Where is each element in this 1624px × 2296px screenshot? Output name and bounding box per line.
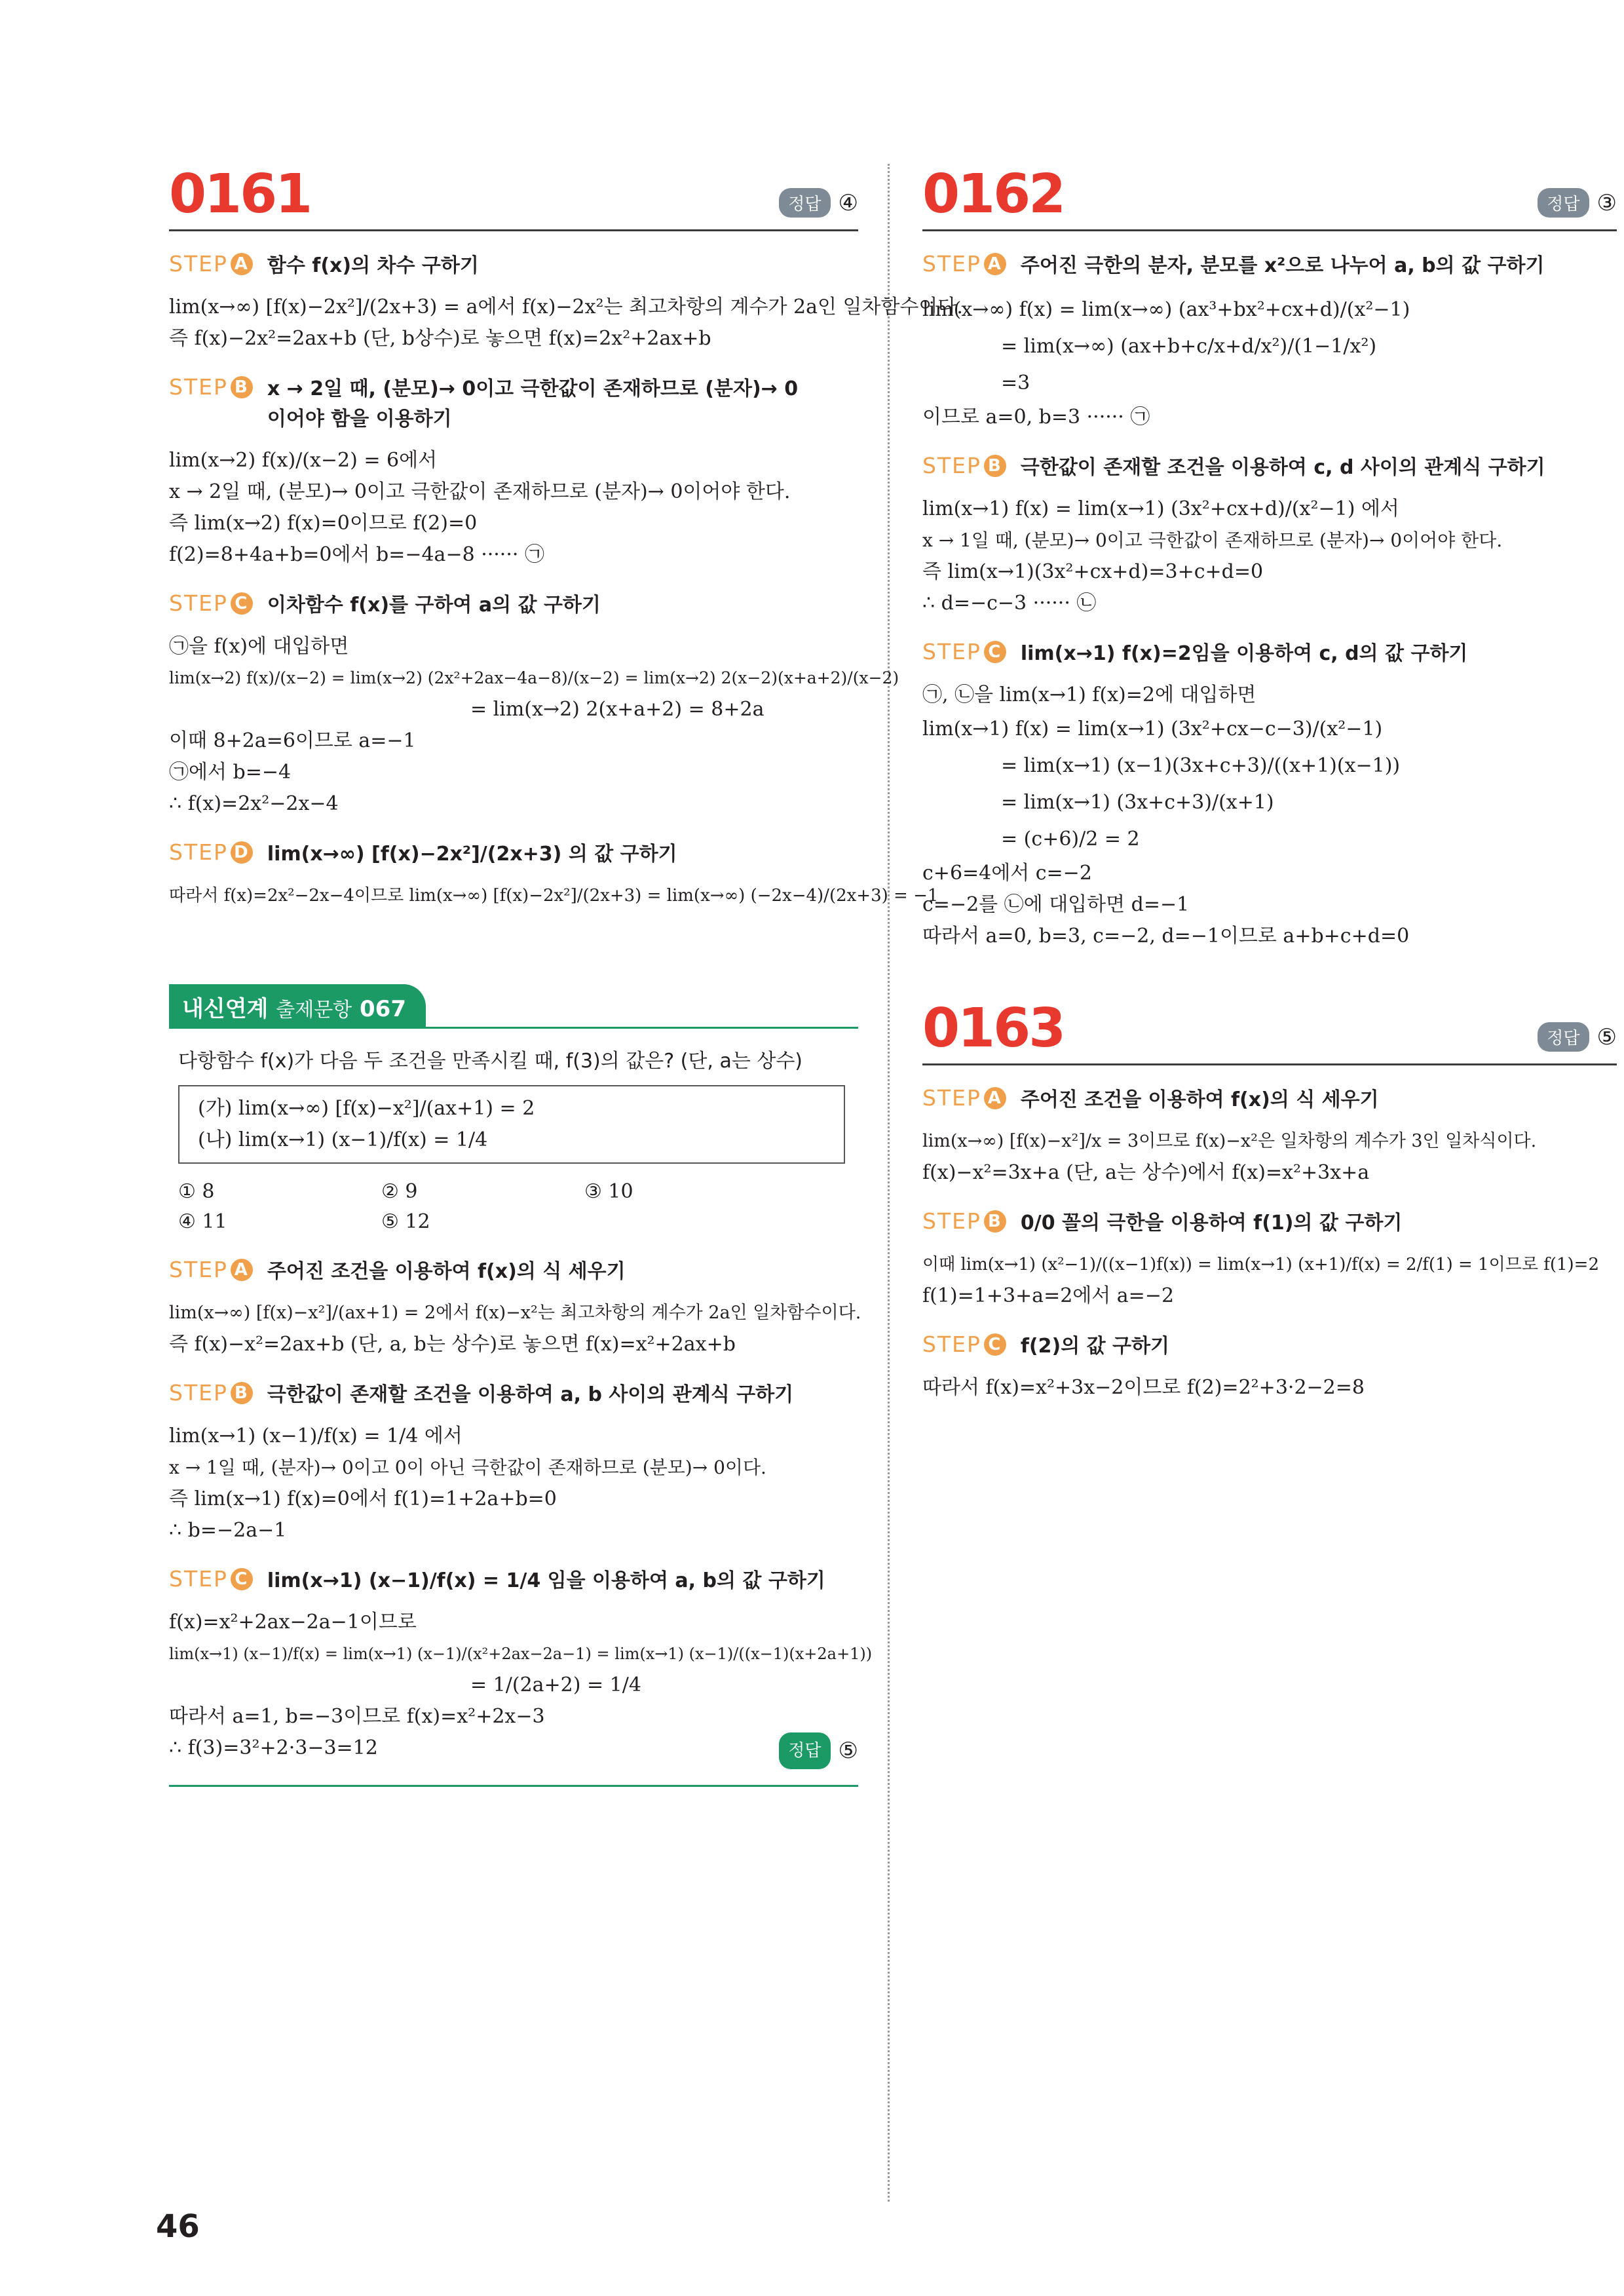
solution-line: 즉 f(x)−2x²=2ax+b (단, b상수)로 놓으면 f(x)=2x²+2ax+b <box>169 327 711 350</box>
step-label: STEP B <box>169 374 253 400</box>
solution-line: = lim(x→2) 2(x+a+2) = 8+2a <box>470 698 765 721</box>
solution-line: x → 1일 때, (분자)→ 0이고 0이 아닌 극한값이 존재하므로 (분모)→ 0이다. <box>169 1457 766 1478</box>
step-title: x → 2일 때, (분모)→ 0이고 극한값이 존재하므로 (분자)→ 0 이어야 함을 이용하기 <box>267 377 799 430</box>
answer-badge: 정답 <box>1538 188 1589 218</box>
step-title: f(2)의 값 구하기 <box>1020 1335 1169 1358</box>
page-number: 46 <box>156 2208 200 2245</box>
answer-badge: 정답 <box>779 188 830 218</box>
step-c <box>922 1331 1617 1362</box>
step-b <box>922 1208 1617 1238</box>
step-letter-icon: B <box>984 455 1006 477</box>
answer-value: ③ <box>1596 189 1617 216</box>
step-letter-icon: B <box>231 376 253 398</box>
choice-3[interactable]: ③ 10 <box>584 1180 633 1203</box>
left-column <box>169 157 963 1787</box>
solution-line: 따라서 a=1, b=−3이므로 f(x)=x²+2x−3 <box>169 1705 545 1728</box>
solution-line: = lim(x→1) (x−1)(3x+c+3)/((x+1)(x−1)) <box>1001 754 1401 777</box>
solution-line: ㉠에서 b=−4 <box>169 761 292 784</box>
linked-problem-tab <box>169 984 426 1027</box>
linked-problem-bar <box>169 984 858 1029</box>
solution-line: f(x)−x²=3x+a (단, a는 상수)에서 f(x)=x²+3x+a <box>922 1161 1370 1184</box>
answer-box <box>1538 188 1617 218</box>
solution-line: 즉 f(x)−x²=2ax+b (단, a, b는 상수)로 놓으면 f(x)=x²+2ax+b <box>169 1333 736 1356</box>
problem-header-0161 <box>169 157 858 231</box>
step-letter-icon: C <box>231 1568 253 1590</box>
step-letter-icon: C <box>984 1333 1006 1356</box>
condition-box <box>178 1085 845 1164</box>
solution-line: ∴ d=−c−3 ······ ㉡ <box>922 592 1097 615</box>
solution-line: lim(x→1) (x−1)/f(x) = 1/4 에서 <box>169 1425 463 1447</box>
step-letter-icon: B <box>984 1210 1006 1233</box>
step-label: STEP B <box>922 453 1006 478</box>
linked-title: 내신연계 <box>182 996 269 1022</box>
solution-line: ∴ b=−2a−1 <box>169 1519 287 1542</box>
step-title: 주어진 조건을 이용하여 f(x)의 식 세우기 <box>1020 1088 1379 1111</box>
step-letter-icon: D <box>231 841 253 864</box>
step-a <box>922 1085 1617 1115</box>
answer-box <box>779 1732 858 1769</box>
step-letter-icon: A <box>984 1087 1006 1109</box>
condition-1: (가) lim(x→∞) [f(x)−x²]/(ax+1) = 2 <box>198 1097 535 1120</box>
column-divider <box>888 164 890 2202</box>
step-c <box>169 590 858 621</box>
choice-4[interactable]: ④ 11 <box>178 1210 227 1233</box>
step-title: 극한값이 존재할 조건을 이용하여 c, d 사이의 관계식 구하기 <box>1020 456 1545 479</box>
step-title: lim(x→1) (x−1)/f(x) = 1/4 임을 이용하여 a, b의 값 구하기 <box>267 1569 825 1592</box>
solution-line: f(x)=x²+2ax−2a−1이므로 <box>169 1611 417 1634</box>
final-result: ∴ f(3)=3²+2·3−3=12 <box>169 1736 378 1759</box>
answer-value: ④ <box>838 189 858 216</box>
solution-line: x → 1일 때, (분모)→ 0이고 극한값이 존재하므로 (분자)→ 0이어야 한다. <box>922 529 1503 551</box>
step-c <box>922 639 1617 669</box>
step-letter-icon: A <box>231 253 253 275</box>
solution-line: lim(x→∞) f(x) = lim(x→∞) (ax³+bx²+cx+d)/(x²−1) <box>922 298 1410 321</box>
answer-badge: 정답 <box>1538 1022 1589 1052</box>
solution-line: lim(x→∞) [f(x)−x²]/x = 3이므로 f(x)−x²은 일차항의 계수가 3인 일차식이다. <box>922 1131 1537 1151</box>
step-b <box>922 453 1617 483</box>
answer-badge: 정답 <box>779 1732 830 1769</box>
step-title: lim(x→1) f(x)=2임을 이용하여 c, d의 값 구하기 <box>1020 642 1468 665</box>
answer-choices <box>178 1177 858 1237</box>
solution-line: = lim(x→1) (3x+c+3)/(x+1) <box>1001 791 1274 814</box>
step-label: STEP C <box>922 639 1006 664</box>
answer-box <box>1538 1022 1617 1052</box>
solution-line: x → 2일 때, (분모)→ 0이고 극한값이 존재하므로 (분자)→ 0이어야 한다. <box>169 480 791 503</box>
solution-line: lim(x→2) f(x)/(x−2) = lim(x→2) (2x²+2ax−4a−8)/(x−2) = lim(x→2) 2(x−2)(x+a+2)/(x−2) <box>169 668 899 687</box>
step-title: 극한값이 존재할 조건을 이용하여 a, b 사이의 관계식 구하기 <box>267 1383 794 1406</box>
step-letter-icon: A <box>984 253 1006 275</box>
problem-header-0163 <box>922 991 1617 1065</box>
linked-subtitle: 출제문항 <box>276 999 352 1022</box>
solution-line: = lim(x→∞) (ax+b+c/x+d/x²)/(1−1/x²) <box>1001 335 1377 358</box>
step-a <box>169 1257 858 1287</box>
right-column <box>922 157 1617 1404</box>
problem-number: 0163 <box>922 997 1065 1060</box>
step-label: STEP A <box>922 251 1006 277</box>
solution-line: ㉠을 f(x)에 대입하면 <box>169 635 349 658</box>
step-title: 함수 f(x)의 차수 구하기 <box>267 254 479 277</box>
step-b <box>169 1380 858 1410</box>
step-label: STEP C <box>169 1566 253 1592</box>
choice-5[interactable]: ⑤ 12 <box>381 1210 430 1233</box>
step-title: 이차함수 f(x)를 구하여 a의 값 구하기 <box>267 594 601 617</box>
solution-line: = 1/(2a+2) = 1/4 <box>470 1674 641 1696</box>
step-a <box>169 251 858 281</box>
solution-line: 즉 lim(x→2) f(x)=0이므로 f(2)=0 <box>169 512 478 535</box>
solution-line: 즉 lim(x→1) f(x)=0에서 f(1)=1+2a+b=0 <box>169 1487 557 1510</box>
solution-line: 따라서 f(x)=x²+3x−2이므로 f(2)=2²+3·2−2=8 <box>922 1376 1365 1399</box>
answer-value: ⑤ <box>838 1738 858 1764</box>
solution-line: 이때 8+2a=6이므로 a=−1 <box>169 729 416 752</box>
step-c <box>169 1566 858 1596</box>
step-label: STEP B <box>169 1380 253 1406</box>
solution-line: ∴ f(x)=2x²−2x−4 <box>169 792 339 815</box>
condition-2: (나) lim(x→1) (x−1)/f(x) = 1/4 <box>198 1128 488 1151</box>
section-end-rule <box>169 1785 858 1787</box>
problem-number: 0162 <box>922 163 1065 225</box>
step-title: lim(x→∞) [f(x)−2x²]/(2x+3) 의 값 구하기 <box>267 843 677 866</box>
step-title: 주어진 극한의 분자, 분모를 x²으로 나누어 a, b의 값 구하기 <box>1020 254 1545 277</box>
step-letter-icon: C <box>984 641 1006 663</box>
step-label: STEP A <box>169 1257 253 1282</box>
step-label: STEP C <box>922 1331 1006 1357</box>
solution-line: lim(x→1) f(x) = lim(x→1) (3x²+cx+d)/(x²−1) 에서 <box>922 497 1399 520</box>
step-title: 주어진 조건을 이용하여 f(x)의 식 세우기 <box>267 1260 626 1283</box>
step-letter-icon: A <box>231 1259 253 1281</box>
answer-box <box>779 188 858 218</box>
step-label: STEP C <box>169 590 253 616</box>
step-label: STEP A <box>169 251 253 277</box>
solution-line: 이므로 a=0, b=3 ······ ㉠ <box>922 406 1150 429</box>
choice-2[interactable]: ② 9 <box>381 1180 418 1203</box>
solution-line: 즉 lim(x→1)(3x²+cx+d)=3+c+d=0 <box>922 560 1264 583</box>
solution-line: c+6=4에서 c=−2 <box>922 862 1092 885</box>
solution-line: 이때 lim(x→1) (x²−1)/((x−1)f(x)) = lim(x→1) (x+1)/f(x) = 2/f(1) = 1이므로 f(1)=2 <box>922 1255 1599 1274</box>
step-label: STEP B <box>922 1208 1006 1234</box>
step-letter-icon: B <box>231 1382 253 1404</box>
solution-line: lim(x→∞) [f(x)−2x²]/(2x+3) = a에서 f(x)−2x²는 최고차항의 계수가 2a인 일차함수이다. <box>169 296 963 318</box>
step-b <box>169 374 858 434</box>
step-label: STEP D <box>169 839 253 865</box>
linked-code: 067 <box>360 996 406 1022</box>
solution-line: lim(x→1) f(x) = lim(x→1) (3x²+cx−c−3)/(x²−1) <box>922 718 1383 740</box>
solution-line: lim(x→2) f(x)/(x−2) = 6에서 <box>169 449 438 472</box>
solution-line: c=−2를 ㉡에 대입하면 d=−1 <box>922 893 1190 916</box>
solution-line: lim(x→∞) [f(x)−x²]/(ax+1) = 2에서 f(x)−x²는 최고차항의 계수가 2a인 일차함수이다. <box>169 1303 861 1323</box>
problem-header-0162 <box>922 157 1617 231</box>
solution-line: f(2)=8+4a+b=0에서 b=−4a−8 ······ ㉠ <box>169 543 544 566</box>
solution-line: 따라서 f(x)=2x²−2x−4이므로 lim(x→∞) [f(x)−2x²]/(2x+3) = lim(x→∞) (−2x−4)/(2x+3) = −1 <box>169 886 939 906</box>
step-letter-icon: C <box>231 592 253 615</box>
solution-line: lim(x→1) (x−1)/f(x) = lim(x→1) (x−1)/(x²+2ax−2a−1) = lim(x→1) (x−1)/((x−1)(x+2a+1)) <box>169 1645 873 1663</box>
solution-line: f(1)=1+3+a=2에서 a=−2 <box>922 1284 1175 1307</box>
solution-line: = (c+6)/2 = 2 <box>1001 828 1140 851</box>
solution-line: ㉠, ㉡을 lim(x→1) f(x)=2에 대입하면 <box>922 683 1256 706</box>
step-d <box>169 839 858 870</box>
solution-line: =3 <box>1001 372 1030 394</box>
step-title: 0/0 꼴의 극한을 이용하여 f(1)의 값 구하기 <box>1020 1212 1403 1234</box>
problem-number: 0161 <box>169 163 311 225</box>
solution-line: 따라서 a=0, b=3, c=−2, d=−1이므로 a+b+c+d=0 <box>922 925 1410 947</box>
answer-value: ⑤ <box>1596 1024 1617 1050</box>
choice-1[interactable]: ① 8 <box>178 1180 215 1203</box>
solution-line <box>169 1732 858 1769</box>
linked-question: 다항함수 f(x)가 다음 두 조건을 만족시킬 때, f(3)의 값은? (단, a는 상수) <box>178 1050 803 1073</box>
step-label: STEP A <box>922 1085 1006 1111</box>
step-a <box>922 251 1617 281</box>
